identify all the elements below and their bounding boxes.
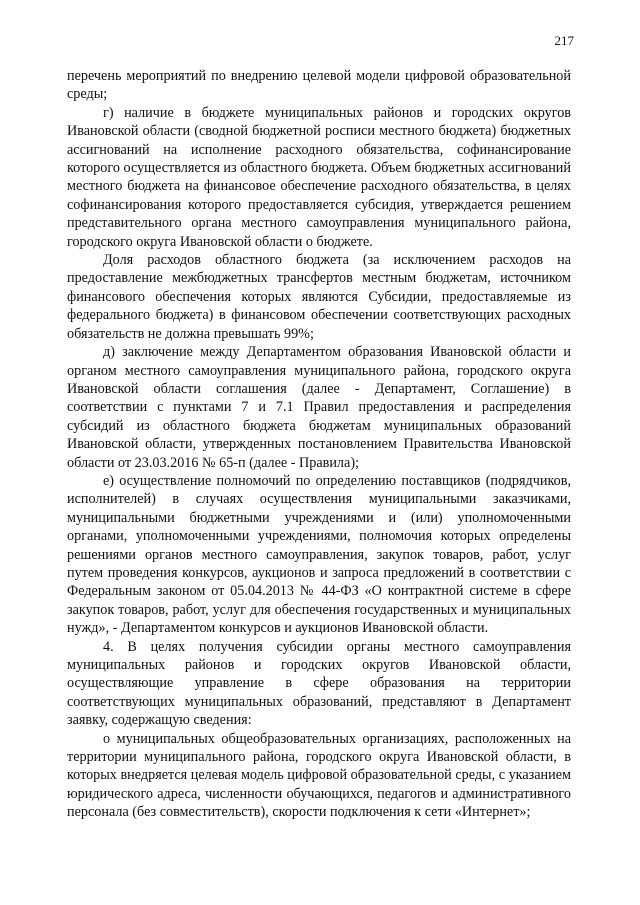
paragraph-schools-info: о муниципальных общеобразовательных организациях, расположенных на территории муниципального района, городского округа Ивановской области, в которых внедряется целевая модель цифровой образовательной среды, с указанием юридического адреса, численности обучающихся, педагогов и административного персонала (без совместительств), скорости подключения к сети «Интернет»; xyxy=(67,730,571,821)
paragraph-item-e: е) осуществление полномочий по определению поставщиков (подрядчиков, исполнителей) в случаях осуществления муниципальными заказчиками, муниципальными бюджетными учреждениями и (или) уполномоченными органами, уполномоченными учреждениями, полномочия которых определены решениями органов местного самоуправления, закупок товаров, работ, услуг путем проведения конкурсов, аукционов и запроса предложений в соответствии с Федеральным законом от 05.04.2013 № 44-ФЗ «О контрактной системе в сфере закупок товаров, работ, услуг для обеспечения государственных и муниципальных нужд», - Департаментом конкурсов и аукционов Ивановской области. xyxy=(67,472,571,637)
paragraph-continuation: перечень мероприятий по внедрению целевой модели цифровой образовательной среды; xyxy=(67,68,571,103)
page-number: 217 xyxy=(554,33,574,48)
paragraph-item-d: д) заключение между Департаментом образования Ивановской области и органом местного самоуправления муниципального района, городского округа Ивановской области соглашения (далее - Департамент, Соглашение) в соответствии с пунктами 7 и 7.1 Правил предоставления и распределения субсидий из областного бюджета бюджетам муниципальных образований Ивановской области, утвержденных постановлением Правительства Ивановской области от 23.03.2016 № 65-п (далее - Правила); xyxy=(67,344,571,471)
paragraph-section-4: 4. В целях получения субсидии органы местного самоуправления муниципальных районов и городских округов Ивановской области, осуществляющие управление в сфере образования на территории соответствующих муниципальных образований, представляют в Департамент заявку, содержащую сведения: xyxy=(67,638,571,729)
document-body xyxy=(67,67,571,822)
paragraph-item-g: г) наличие в бюджете муниципальных районов и городских округов Ивановской области (сводной бюджетной росписи местного бюджета) бюджетных ассигнований на исполнение расходного обязательства, софинансирование которого осуществляется из областного бюджета. Объем бюджетных ассигнований местного бюджета на финансовое обеспечение расходного обязательства, в целях софинансирования которого предоставляется субсидия, утверждается решением представительного органа местного самоуправления муниципального района, городского округа Ивановской области о бюджете. xyxy=(67,104,571,250)
paragraph-budget-share: Доля расходов областного бюджета (за исключением расходов на предоставление межбюджетных трансфертов местным бюджетам, источником финансового обеспечения которых являются Субсидии, предоставляемые из федерального бюджета) в финансовом обеспечении соответствующих расходных обязательств не должна превышать 99%; xyxy=(67,252,571,342)
